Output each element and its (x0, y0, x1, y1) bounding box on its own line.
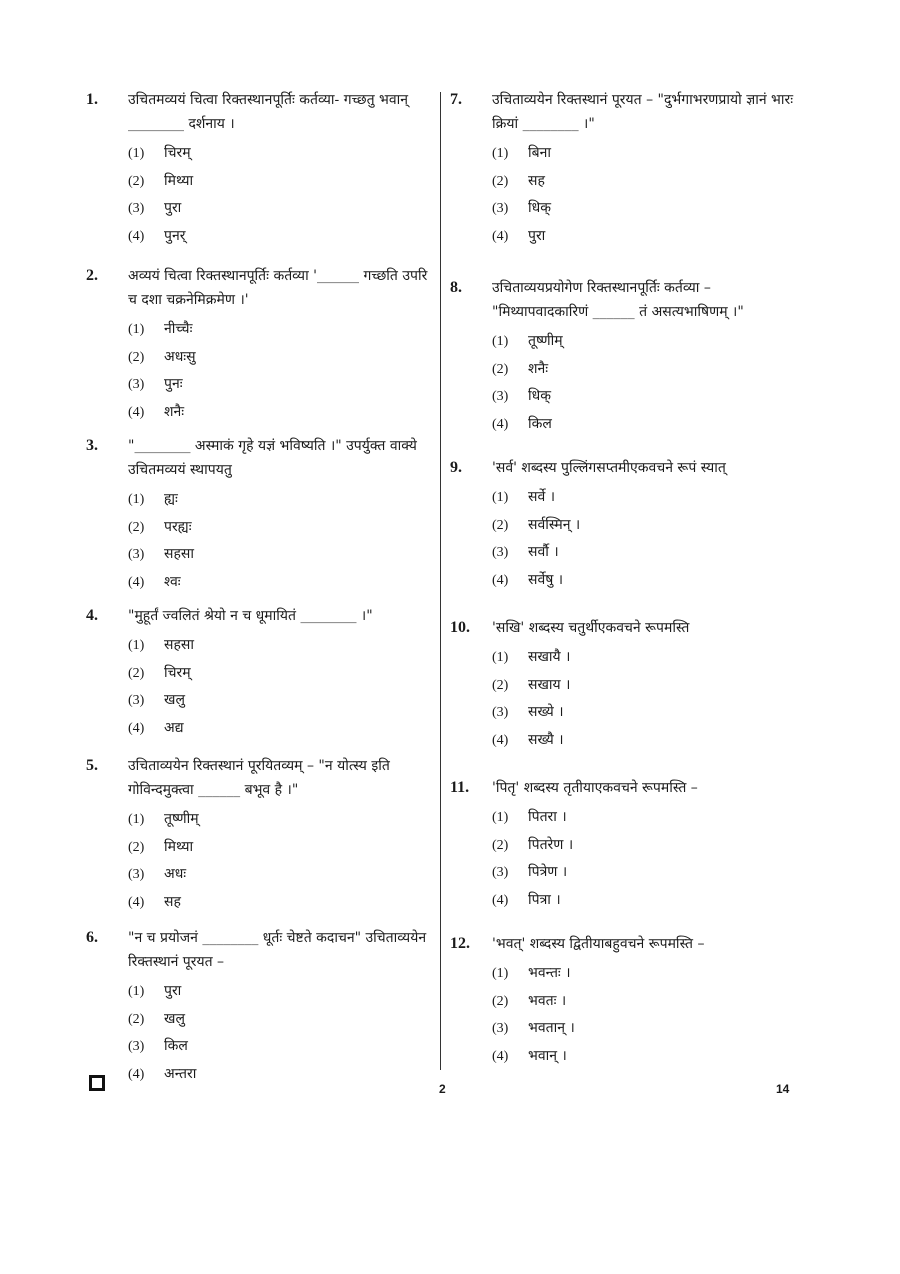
option-text: शनैः (528, 360, 549, 377)
answer-option (492, 383, 800, 411)
answer-option (492, 168, 800, 196)
option-number: (2) (128, 519, 145, 535)
option-number: (2) (128, 1011, 145, 1027)
option-text: चिरम् (164, 145, 191, 161)
option-number: (2) (492, 993, 509, 1009)
option-text: नीच्चैः (164, 321, 193, 337)
answer-option (492, 887, 800, 915)
question-number: 3. (86, 437, 98, 454)
option-text: सखायै । (528, 649, 571, 665)
option-text: सर्वे । (528, 489, 556, 505)
option-text: पुरा (528, 227, 546, 244)
question-item (86, 604, 428, 742)
question-text: 'भवत्' शब्दस्य द्वितीयाबहुवचने रूपमस्ति – (492, 936, 705, 952)
option-text: सहसा (164, 637, 194, 653)
question-item (86, 264, 428, 426)
option-text: पित्रेण । (528, 864, 568, 880)
answer-option (492, 960, 800, 988)
question-text: 'पितृ' शब्दस्य तृतीयाएकवचने रूपमस्ति – (492, 780, 698, 796)
page-number: 2 (439, 1082, 446, 1096)
option-number: (1) (128, 322, 145, 337)
option-text: चिरम् (164, 664, 191, 681)
question-text: 'सखि' शब्दस्य चतुर्थीएकवचने रूपमस्ति (492, 620, 690, 636)
option-text: अद्य (164, 719, 184, 736)
question-number: 10. (450, 619, 470, 636)
answer-option (492, 512, 800, 540)
option-number: (4) (492, 228, 509, 244)
option-text: शनैः (164, 403, 185, 420)
option-text: पुरा (164, 983, 182, 999)
option-text: किल (164, 1038, 188, 1054)
question-text: "न च प्रयोजनं ________ धूर्तः चेष्टते कदाचन" उचिताव्ययेन रिक्तस्थानं पूरयत – (128, 930, 427, 970)
option-text: भवतान् । (528, 1020, 575, 1036)
question-body (128, 88, 428, 250)
question-number: 7. (450, 91, 462, 108)
option-number: (4) (492, 416, 509, 432)
option-number: (1) (492, 650, 509, 665)
option-text: खलु (164, 1010, 185, 1027)
option-number: (3) (492, 389, 509, 404)
option-number: (2) (128, 173, 145, 189)
option-text: किल (528, 415, 552, 432)
option-text: सह (528, 172, 545, 189)
option-text: तूष्णीम् (528, 333, 563, 349)
option-text: भवान् । (528, 1047, 567, 1064)
option-number: (3) (128, 201, 145, 216)
question-text: उचिताव्ययप्रयोगेण रिक्तस्थानपूर्तिः कर्तव्या – "मिथ्यापवादकारिणं ______ तं असत्यभाषिणम् ।" (492, 280, 744, 320)
option-text: अधःसु (164, 348, 196, 365)
option-number: (2) (492, 837, 509, 853)
option-number: (1) (492, 810, 509, 825)
option-text: अधः (164, 866, 187, 882)
answer-option (128, 1061, 428, 1089)
option-number: (4) (128, 720, 145, 736)
option-number: (3) (128, 1039, 145, 1054)
question-body (128, 434, 428, 596)
answer-option (492, 484, 800, 512)
option-number: (2) (492, 517, 509, 533)
option-number: (1) (492, 966, 509, 981)
answer-option (128, 371, 428, 399)
question-number: 12. (450, 935, 470, 952)
option-number: (3) (128, 867, 145, 882)
column-divider (440, 92, 441, 1070)
answer-option (128, 569, 428, 597)
answer-option (128, 223, 428, 251)
option-text: अन्तरा (164, 1065, 197, 1082)
question-body (492, 276, 800, 438)
option-number: (2) (492, 677, 509, 693)
question-item (86, 434, 428, 596)
option-number: (4) (128, 574, 145, 590)
answer-option (128, 632, 428, 660)
question-body (492, 776, 800, 914)
question-item (450, 456, 800, 594)
option-text: पुरा (164, 200, 182, 216)
option-text: सहसा (164, 546, 194, 562)
question-item (86, 754, 428, 916)
option-text: सर्वौ । (528, 544, 559, 560)
booklet-page-number: 14 (776, 1082, 790, 1096)
option-number: (1) (492, 146, 509, 161)
answer-option (128, 861, 428, 889)
question-number: 4. (86, 607, 98, 624)
option-number: (3) (128, 547, 145, 562)
answer-option (128, 978, 428, 1006)
answer-option (492, 356, 800, 384)
answer-option (492, 411, 800, 439)
question-body (492, 616, 800, 754)
question-number: 9. (450, 459, 462, 476)
answer-option (492, 1043, 800, 1071)
option-number: (1) (128, 812, 145, 827)
option-number: (1) (128, 492, 145, 507)
answer-option (492, 567, 800, 595)
option-number: (4) (492, 732, 509, 748)
option-text: पितरा । (528, 809, 567, 825)
option-text: पुनर् (164, 227, 186, 244)
answer-option (128, 660, 428, 688)
answer-option (128, 486, 428, 514)
answer-option (492, 644, 800, 672)
option-text: भवतः । (528, 992, 567, 1009)
option-text: सह (164, 893, 181, 910)
question-text: उचितमव्ययं चित्वा रिक्तस्थानपूर्तिः कर्तव्या- गच्छतु भवान् ________ दर्शनाय । (128, 92, 409, 132)
question-item (86, 926, 428, 1088)
option-text: सख्यै । (528, 731, 564, 748)
option-text: धिक् (528, 200, 551, 216)
option-number: (1) (128, 984, 145, 999)
answer-option (128, 1006, 428, 1034)
answer-option (128, 541, 428, 569)
question-number: 1. (86, 91, 98, 108)
question-text: "मुहूर्तं ज्वलितं श्रेयो न च धूमायितं ________ ।" (128, 608, 373, 624)
answer-option (492, 699, 800, 727)
option-number: (4) (128, 228, 145, 244)
question-text: उचिताव्ययेन रिक्तस्थानं पूरयत – "दुर्भगाभरणप्रायो ज्ञानं भारः क्रियां ________ ।" (492, 92, 794, 132)
answer-option (128, 715, 428, 743)
option-number: (4) (128, 1066, 145, 1082)
question-text: अव्ययं चित्वा रिक्तस्थानपूर्तिः कर्तव्या '______ गच्छति उपरि च दशा चक्रनेमिक्रमेण ।' (128, 268, 428, 308)
answer-option (128, 834, 428, 862)
answer-option (128, 687, 428, 715)
option-number: (3) (492, 865, 509, 880)
answer-option (492, 832, 800, 860)
answer-option (128, 344, 428, 372)
option-text: सर्वस्मिन् । (528, 516, 581, 533)
answer-option (128, 514, 428, 542)
answer-option (492, 1015, 800, 1043)
option-text: भवन्तः । (528, 965, 571, 981)
option-number: (3) (492, 545, 509, 560)
question-body (492, 932, 800, 1070)
question-body (128, 604, 428, 742)
answer-option (128, 168, 428, 196)
answer-option (492, 328, 800, 356)
option-number: (4) (492, 1048, 509, 1064)
answer-option (492, 859, 800, 887)
option-number: (1) (492, 490, 509, 505)
question-body (128, 754, 428, 916)
option-text: मिथ्या (164, 172, 194, 189)
option-text: धिक् (528, 388, 551, 404)
question-item (450, 276, 800, 438)
option-text: सख्ये । (528, 704, 564, 720)
answer-option (492, 672, 800, 700)
answer-option (128, 399, 428, 427)
question-item (450, 88, 800, 250)
option-number: (1) (492, 334, 509, 349)
option-text: सखाय । (528, 676, 571, 693)
answer-option (128, 889, 428, 917)
option-text: सर्वेषु । (528, 571, 564, 588)
question-body (128, 926, 428, 1088)
answer-option (492, 804, 800, 832)
option-text: खलु (164, 692, 185, 708)
answer-option (492, 988, 800, 1016)
option-text: पुनः (164, 376, 183, 392)
option-number: (2) (128, 839, 145, 855)
option-number: (4) (492, 572, 509, 588)
question-body (492, 456, 800, 594)
answer-option (128, 195, 428, 223)
option-number: (4) (128, 404, 145, 420)
answer-option (492, 539, 800, 567)
option-number: (2) (492, 173, 509, 189)
option-number: (3) (492, 705, 509, 720)
option-number: (1) (128, 638, 145, 653)
question-body (128, 264, 428, 426)
question-item (450, 616, 800, 754)
question-number: 6. (86, 929, 98, 946)
answer-option (492, 140, 800, 168)
answer-option (128, 140, 428, 168)
answer-option (492, 727, 800, 755)
answer-option (492, 195, 800, 223)
question-number: 8. (450, 279, 462, 296)
option-number: (4) (492, 892, 509, 908)
answer-option (492, 223, 800, 251)
question-number: 5. (86, 757, 98, 774)
option-number: (2) (128, 665, 145, 681)
option-text: तूष्णीम् (164, 811, 199, 827)
option-number: (2) (492, 361, 509, 377)
question-item (450, 932, 800, 1070)
option-number: (3) (128, 693, 145, 708)
square-marker-icon (89, 1075, 105, 1091)
option-number: (4) (128, 894, 145, 910)
question-item (86, 88, 428, 250)
option-number: (3) (128, 377, 145, 392)
option-text: ह्यः (164, 491, 178, 507)
option-text: मिथ्या (164, 838, 194, 855)
option-text: बिना (528, 145, 552, 161)
question-item (450, 776, 800, 914)
option-text: परह्यः (164, 518, 192, 535)
option-text: पित्रा । (528, 891, 561, 908)
question-text: "________ अस्माकं गृहे यज्ञं भविष्यति ।" उपर्युक्त वाक्ये उचितमव्ययं स्थापयतु (128, 438, 417, 478)
question-text: 'सर्व' शब्दस्य पुल्लिंगसप्तमीएकवचने रूपं स्यात् (492, 460, 726, 476)
question-text: उचिताव्ययेन रिक्तस्थानं पूरयितव्यम् – "न योत्स्य इति गोविन्दमुक्त्वा ______ बभूव है ।" (128, 758, 390, 798)
option-text: श्वः (164, 573, 181, 590)
answer-option (128, 316, 428, 344)
question-number: 11. (450, 779, 470, 796)
option-text: पितरेण । (528, 836, 574, 853)
option-number: (3) (492, 1021, 509, 1036)
answer-option (128, 806, 428, 834)
answer-option (128, 1033, 428, 1061)
question-number: 2. (86, 267, 98, 284)
option-number: (1) (128, 146, 145, 161)
question-body (492, 88, 800, 250)
option-number: (3) (492, 201, 509, 216)
option-number: (2) (128, 349, 145, 365)
